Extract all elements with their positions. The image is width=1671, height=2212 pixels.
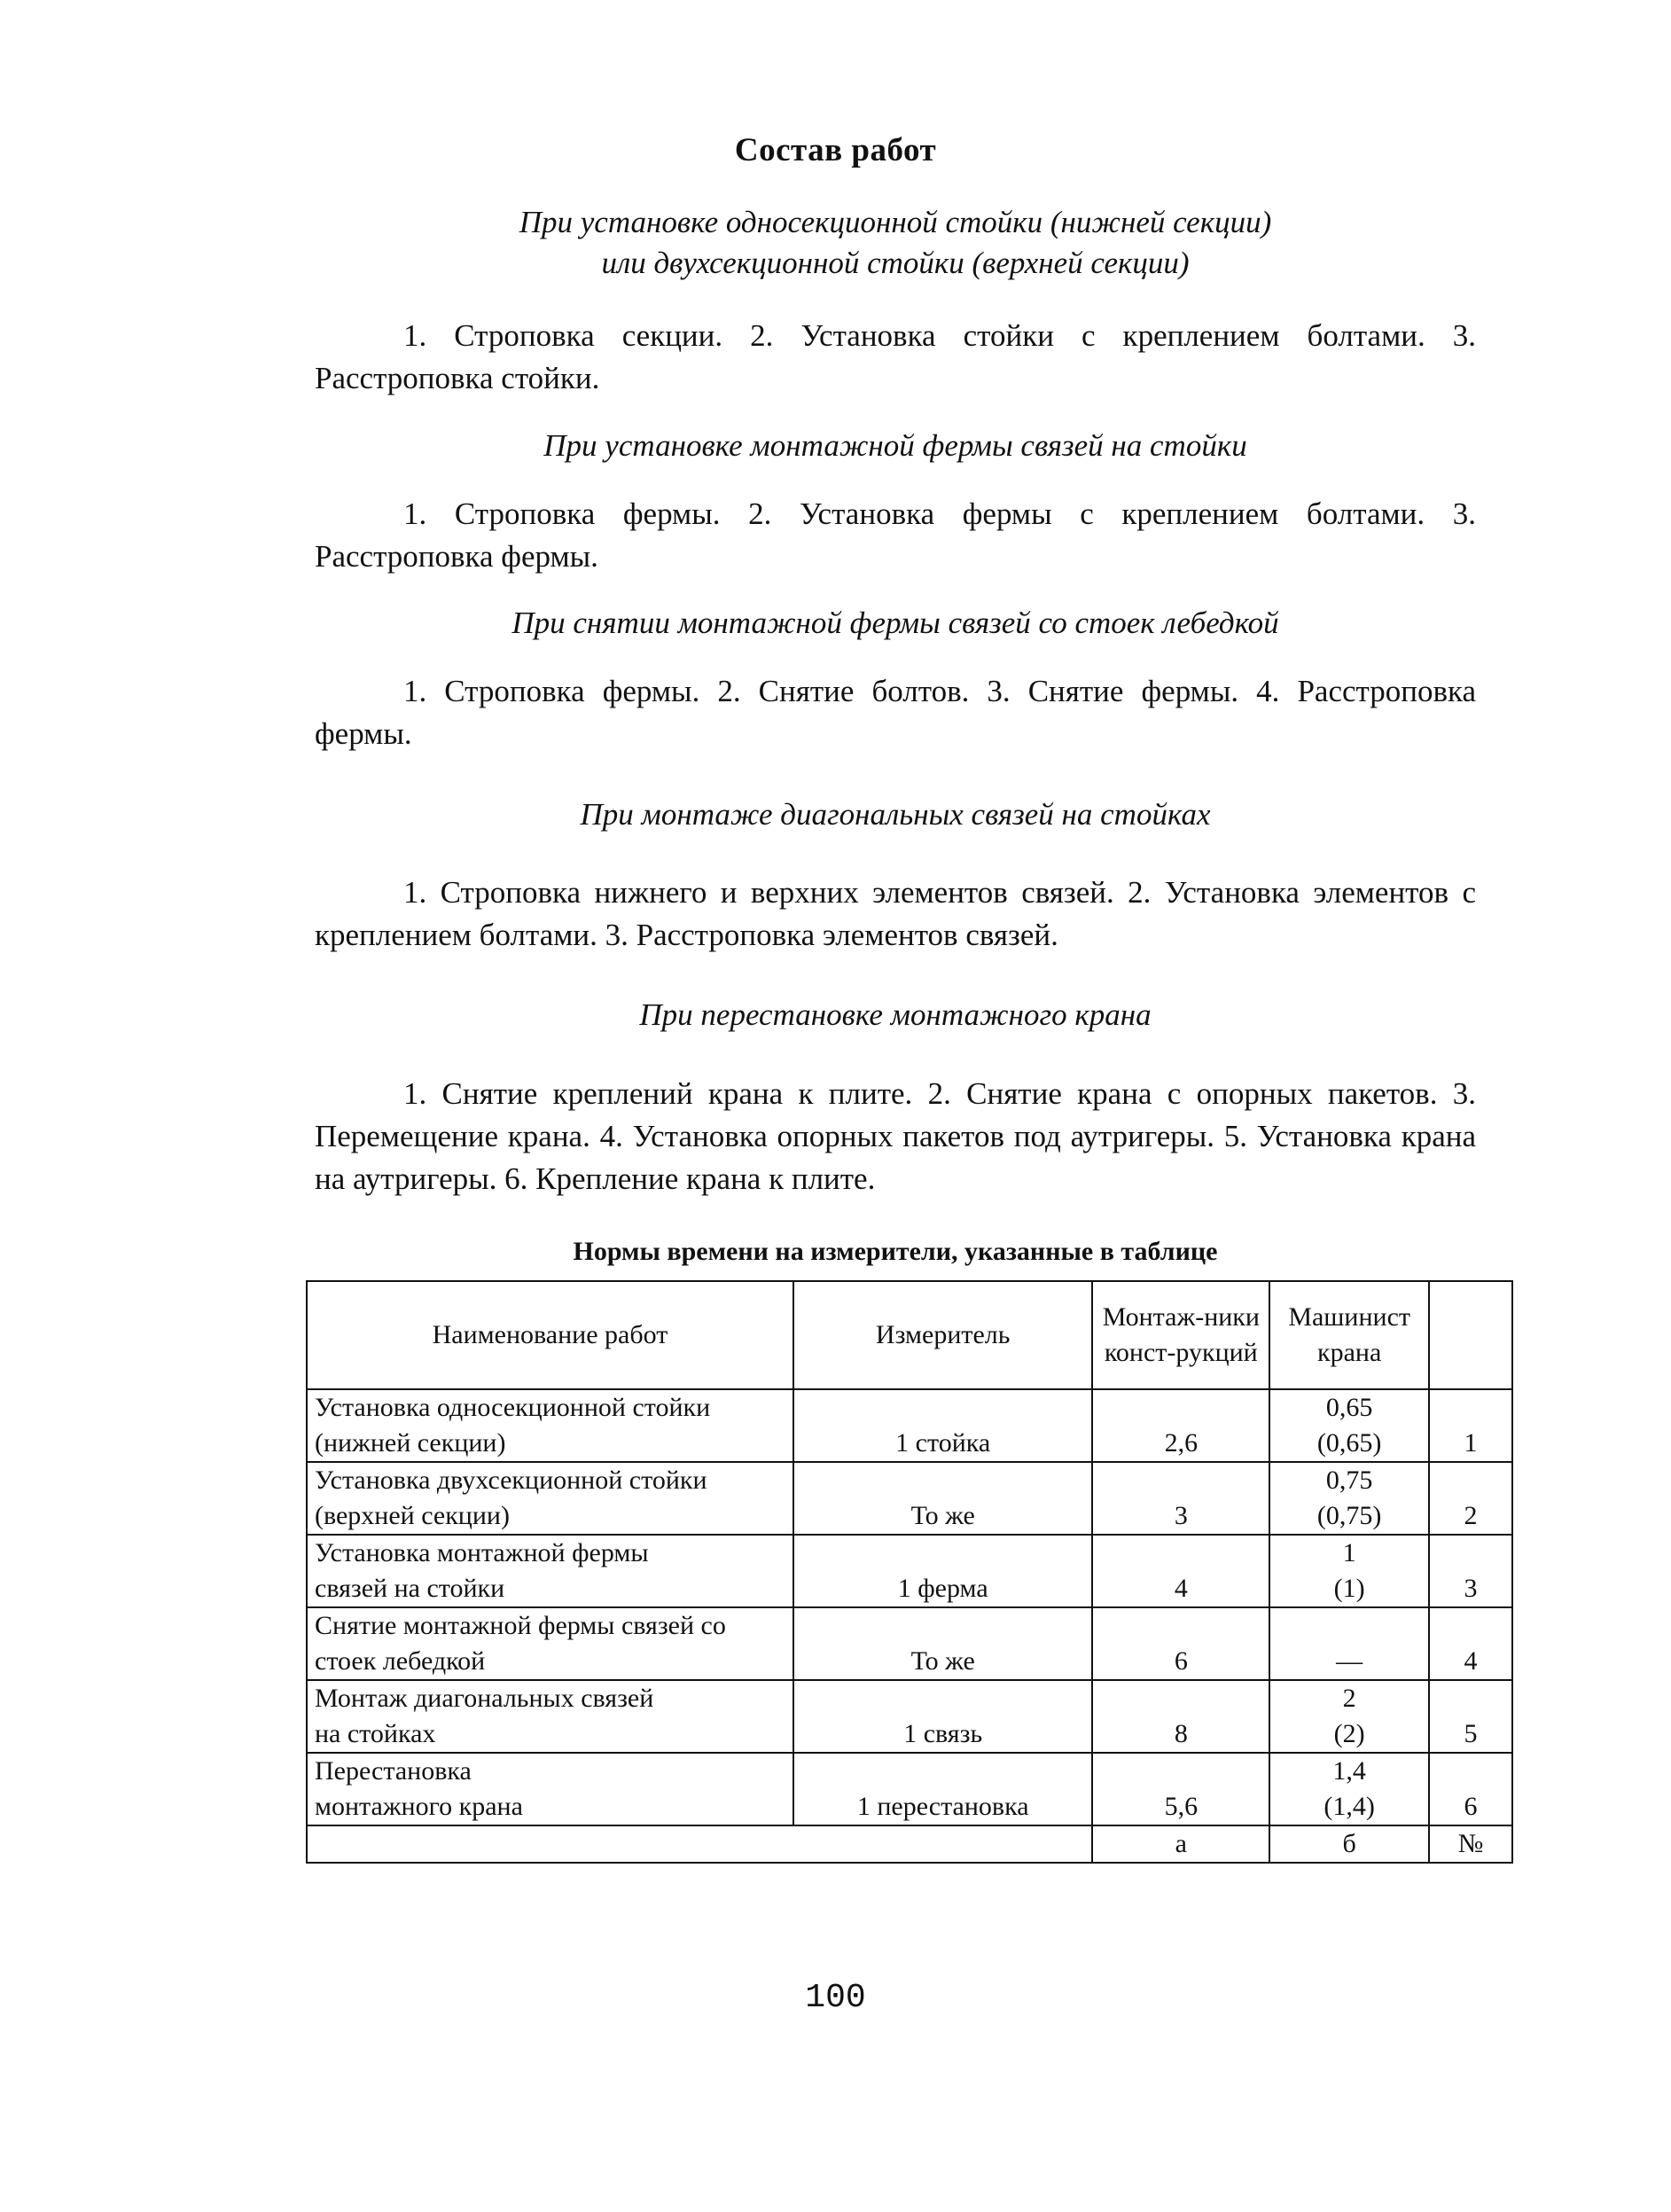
cell-num: 5	[1429, 1680, 1512, 1753]
cell-unit: 1 ферма	[793, 1535, 1093, 1607]
cell-montazh: 4	[1092, 1535, 1269, 1607]
cell-name: Установка монтажной фермы связей на стойки	[307, 1535, 793, 1607]
footer-col-a: а	[1092, 1825, 1269, 1863]
footer-col-b: б	[1269, 1825, 1429, 1863]
cell-num: 2	[1429, 1462, 1512, 1535]
section-4-heading: При монтаже диагональных связей на стойках	[580, 797, 1211, 832]
cell-mashinist: 2 (2)	[1269, 1680, 1429, 1753]
section-2-heading: При установке монтажной фермы связей на стойки	[543, 428, 1247, 463]
table-header-row	[307, 1281, 1512, 1389]
cell-unit: 1 перестановка	[793, 1753, 1093, 1825]
section-5-text: 1. Снятие креплений крана к плите. 2. Снятие крана с опорных пакетов. 3. Перемещение крана. 4. Установка опорных пакетов под аутригеры. 5. Установка крана на аутригеры. 6. Крепление крана к плите.	[315, 1076, 1476, 1196]
cell-name: Перестановка монтажного крана	[307, 1753, 793, 1825]
header-mashinist: Машинист крана	[1269, 1281, 1429, 1389]
section-3-heading: При снятии монтажной фермы связей со стоек лебедкой	[511, 606, 1279, 640]
cell-montazh: 6	[1092, 1607, 1269, 1680]
cell-name: Установка двухсекционной стойки (верхней секции)	[307, 1462, 793, 1535]
section-2-text: 1. Строповка фермы. 2. Установка фермы с креплением болтами. 3. Расстроповка фермы.	[315, 496, 1476, 574]
cell-num: 4	[1429, 1607, 1512, 1680]
cell-name: Установка односекционной стойки (нижней секции)	[307, 1389, 793, 1462]
section-1-heading	[315, 202, 1476, 284]
table-row	[307, 1462, 1512, 1535]
header-montazh: Монтаж-ники конст-рукций	[1092, 1281, 1269, 1389]
cell-unit: 1 связь	[793, 1680, 1093, 1753]
cell-mashinist: 1,4 (1,4)	[1269, 1753, 1429, 1825]
cell-mashinist: 1 (1)	[1269, 1535, 1429, 1607]
section-1-heading-line-2: или двухсекционной стойки (верхней секции)	[601, 246, 1190, 280]
cell-mashinist: 0,75 (0,75)	[1269, 1462, 1429, 1535]
header-unit: Измеритель	[793, 1281, 1093, 1389]
section-5-heading: При перестановке монтажного крана	[639, 997, 1152, 1032]
cell-name: Снятие монтажной фермы связей со стоек лебедкой	[307, 1607, 793, 1680]
cell-montazh: 8	[1092, 1680, 1269, 1753]
section-1-heading-line-1: При установке односекционной стойки (нижней секции)	[519, 205, 1272, 239]
cell-num: 1	[1429, 1389, 1512, 1462]
cell-montazh: 5,6	[1092, 1753, 1269, 1825]
cell-mashinist: —	[1269, 1607, 1429, 1680]
norms-table	[306, 1280, 1513, 1864]
cell-montazh: 3	[1092, 1462, 1269, 1535]
table-row	[307, 1680, 1512, 1753]
table-row	[307, 1535, 1512, 1607]
cell-num: 3	[1429, 1535, 1512, 1607]
table-row	[307, 1753, 1512, 1825]
footer-col-num: №	[1429, 1825, 1512, 1863]
cell-unit: То же	[793, 1462, 1093, 1535]
page-number: 100	[805, 1979, 866, 2017]
table-row	[307, 1389, 1512, 1462]
cell-unit: То же	[793, 1607, 1093, 1680]
section-4-text: 1. Строповка нижнего и верхних элементов связей. 2. Установка элементов с креплением болтами. 3. Расстроповка элементов связей.	[315, 875, 1476, 952]
footer-empty-cell	[307, 1825, 1092, 1863]
header-name: Наименование работ	[307, 1281, 793, 1389]
page-title: Состав работ	[734, 132, 937, 168]
cell-num: 6	[1429, 1753, 1512, 1825]
table-title: Нормы времени на измерители, указанные в таблице	[573, 1237, 1218, 1266]
cell-mashinist: 0,65 (0,65)	[1269, 1389, 1429, 1462]
cell-montazh: 2,6	[1092, 1389, 1269, 1462]
cell-name: Монтаж диагональных связей на стойках	[307, 1680, 793, 1753]
table-row	[307, 1607, 1512, 1680]
header-num	[1429, 1281, 1512, 1389]
cell-unit: 1 стойка	[793, 1389, 1093, 1462]
section-1-text: 1. Строповка секции. 2. Установка стойки с креплением болтами. 3. Расстроповка стойки.	[315, 318, 1476, 395]
table-footer-row	[307, 1825, 1512, 1863]
section-3-text: 1. Строповка фермы. 2. Снятие болтов. 3. Снятие фермы. 4. Расстроповка фермы.	[315, 674, 1476, 751]
